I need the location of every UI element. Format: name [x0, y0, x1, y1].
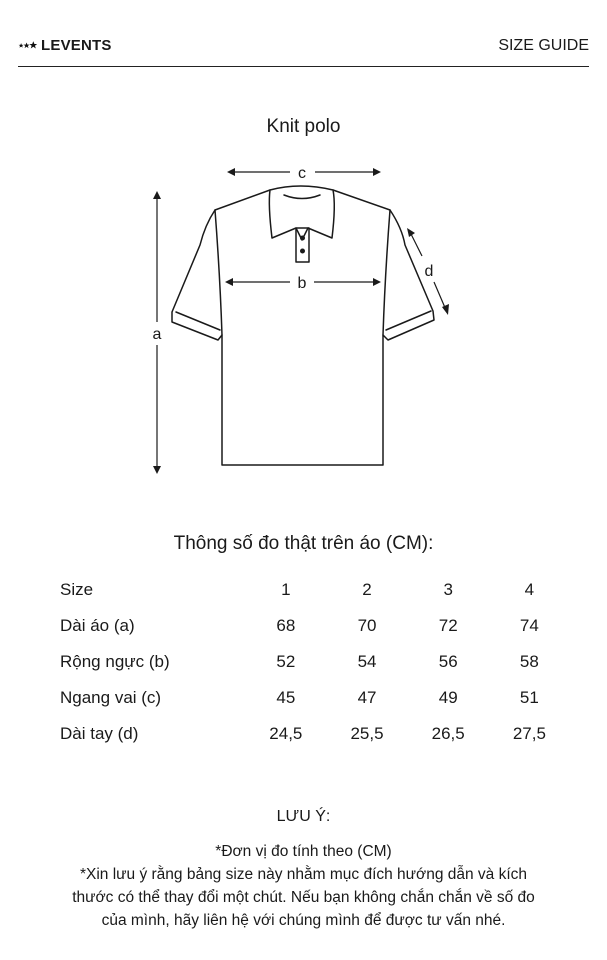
brand-logo[interactable] [18, 37, 112, 54]
polo-diagram [140, 160, 460, 480]
arrow-d-top [410, 232, 422, 256]
table-cell: 58 [519, 652, 539, 671]
note-text-line: *Xin lưu ý rằng bảng size này nhằm mục đích hướng dẫn và kích [79, 866, 528, 883]
row-label: Dài áo (a) [60, 616, 135, 635]
table-cell: 25,5 [350, 724, 384, 743]
table-cell: 26,5 [431, 724, 465, 743]
collar-band [284, 195, 320, 199]
spec-title: Thông số đo thật trên áo (CM): [173, 533, 434, 554]
table-cell: 51 [519, 688, 539, 707]
table-cell: 45 [276, 688, 296, 707]
label-c: c [298, 165, 306, 182]
table-row [60, 644, 570, 680]
row-label: Ngang vai (c) [60, 688, 162, 707]
table-cell: 70 [357, 616, 377, 635]
left-cuff [176, 312, 220, 330]
button-bottom [300, 249, 305, 254]
column-header: 2 [362, 580, 372, 599]
right-armhole [383, 210, 390, 335]
arrow-d-bottom [434, 282, 446, 310]
table-cell: 56 [438, 652, 458, 671]
brand-name: LEVENTS [41, 37, 112, 54]
table-header-row [60, 572, 570, 608]
table-cell: 47 [357, 688, 377, 707]
size-table [60, 572, 570, 752]
left-armhole [215, 210, 222, 335]
column-header: Size [60, 580, 94, 599]
label-a: a [152, 326, 162, 343]
table-cell: 54 [357, 652, 377, 671]
column-header: 3 [443, 580, 453, 599]
row-label: Dài tay (d) [60, 724, 139, 743]
note-title: LƯU Ý: [276, 808, 331, 825]
collar [269, 186, 334, 240]
note-text-line: thước có thể thay đổi một chút. Nếu bạn không chắn chắn về số đo [72, 889, 535, 906]
button-top [300, 236, 305, 241]
stars-icon [18, 40, 40, 52]
table-cell: 72 [438, 616, 458, 635]
product-name: Knit polo [266, 116, 341, 137]
label-d: d [424, 263, 434, 280]
table-cell: 24,5 [269, 724, 303, 743]
note-section [30, 808, 577, 932]
label-b: b [297, 275, 307, 292]
table-cell: 68 [276, 616, 296, 635]
table-cell: 49 [438, 688, 458, 707]
page-title: SIZE GUIDE [498, 37, 589, 54]
table-row [60, 680, 570, 716]
header [18, 30, 589, 67]
shirt-outline [172, 190, 434, 465]
table-cell: 74 [519, 616, 539, 635]
note-text-line: của mình, hãy liên hệ với chúng mình để được tư vấn nhé. [101, 912, 506, 929]
row-label: Rộng ngực (b) [60, 652, 170, 671]
note-unit: *Đơn vị đo tính theo (CM) [215, 843, 392, 860]
column-header: 4 [524, 580, 535, 599]
table-cell: 27,5 [512, 724, 546, 743]
table-row [60, 608, 570, 644]
table-row [60, 716, 570, 752]
right-cuff [386, 311, 431, 330]
column-header: 1 [281, 580, 291, 599]
table-cell: 52 [276, 652, 296, 671]
